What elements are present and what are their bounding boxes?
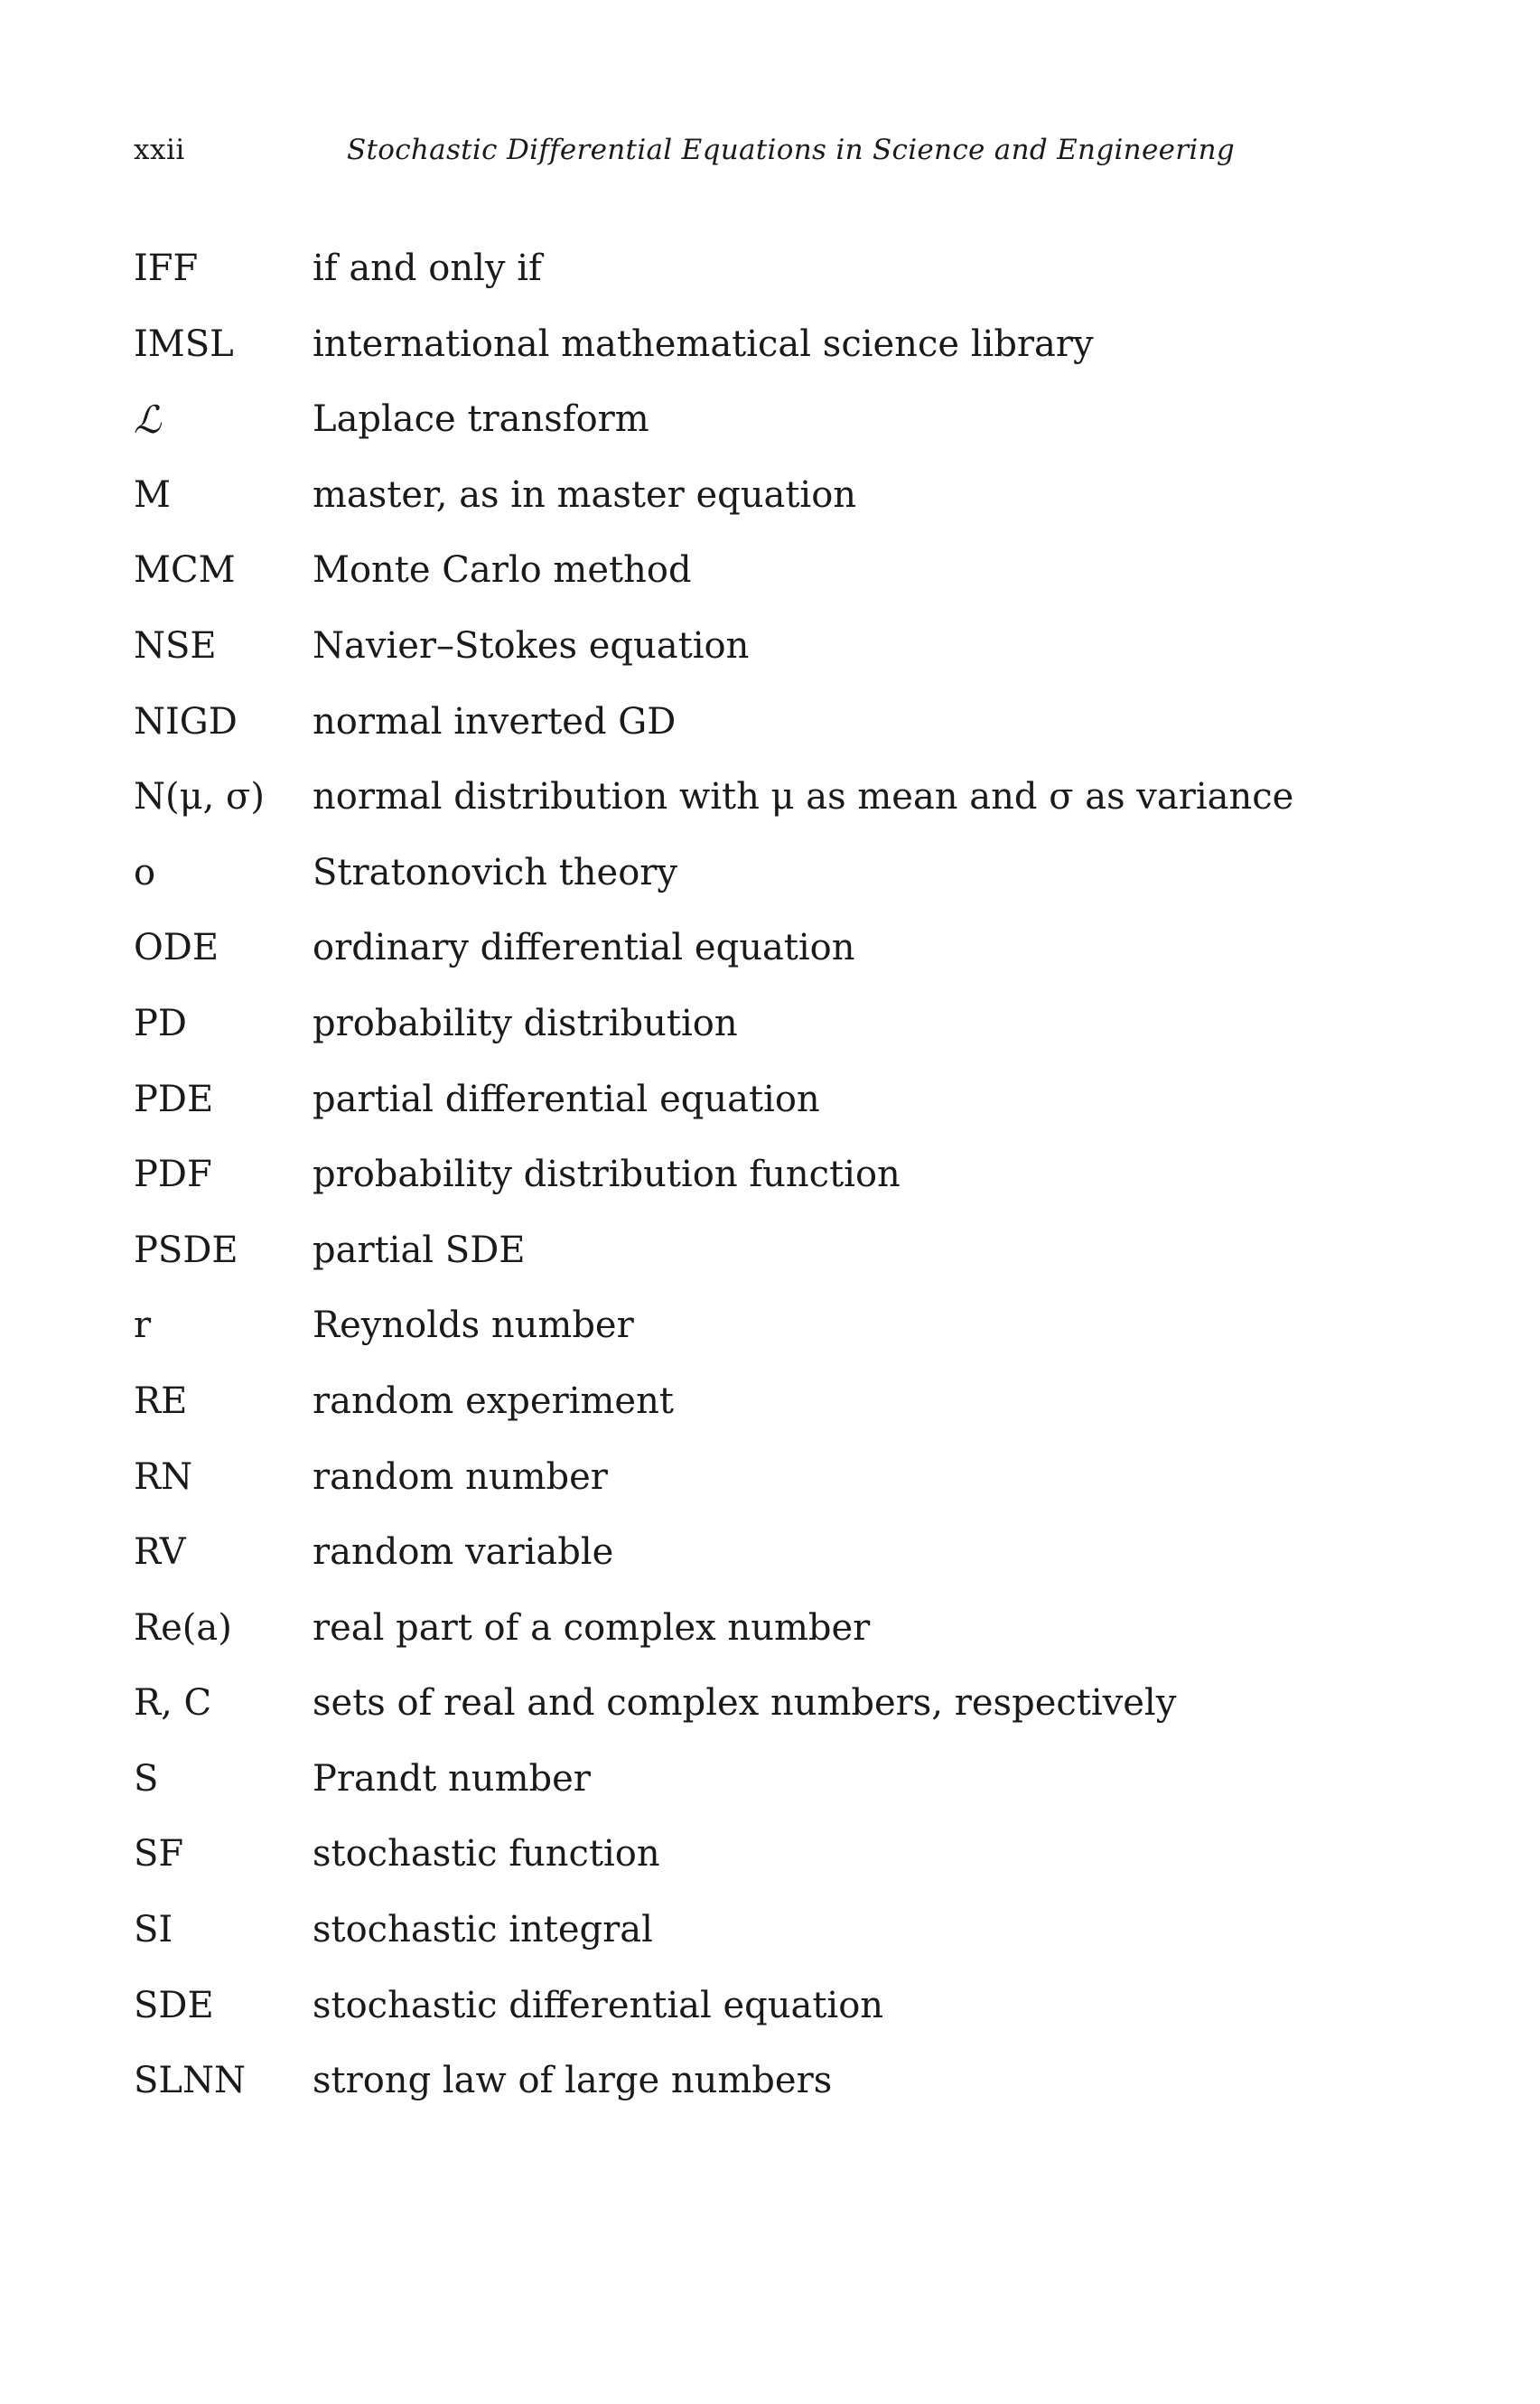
list-item bbox=[134, 987, 1416, 1062]
abbreviation-term: NIGD bbox=[134, 700, 238, 743]
list-item bbox=[134, 2044, 1416, 2119]
abbreviation-term: IMSL bbox=[134, 323, 234, 365]
abbreviation-definition: if and only if bbox=[313, 248, 542, 289]
abbreviation-term: PDE bbox=[134, 1078, 214, 1120]
list-item bbox=[134, 1213, 1416, 1289]
abbreviation-definition: random variable bbox=[313, 1531, 614, 1574]
abbreviation-definition: Monte Carlo method bbox=[313, 549, 692, 592]
abbreviation-definition: Reynolds number bbox=[313, 1305, 634, 1347]
list-item bbox=[134, 1062, 1416, 1138]
list-item bbox=[134, 231, 1416, 307]
abbreviation-definition: Stratonovich theory bbox=[313, 851, 678, 893]
abbreviation-term: r bbox=[134, 1305, 152, 1347]
list-item bbox=[134, 1137, 1416, 1213]
abbreviation-definition: normal inverted GD bbox=[313, 700, 677, 743]
abbreviation-term: MCM bbox=[134, 549, 236, 592]
list-item bbox=[134, 911, 1416, 987]
list-item bbox=[134, 836, 1416, 912]
abbreviation-term: S bbox=[134, 1757, 159, 1800]
abbreviation-term: M bbox=[134, 473, 171, 516]
abbreviation-term: IFF bbox=[134, 248, 199, 289]
list-item bbox=[134, 1440, 1416, 1516]
abbreviation-definition: stochastic integral bbox=[313, 1909, 653, 1951]
abbreviation-term: N(μ, σ) bbox=[134, 776, 265, 818]
abbreviation-definition: probability distribution function bbox=[313, 1154, 901, 1196]
list-item bbox=[134, 685, 1416, 761]
abbreviation-definition: strong law of large numbers bbox=[313, 2060, 833, 2102]
running-title: Stochastic Differential Equations in Science and Engineering bbox=[347, 134, 1235, 166]
abbreviation-term: PDF bbox=[134, 1154, 212, 1196]
page-header bbox=[0, 0, 1540, 217]
abbreviation-definition: probability distribution bbox=[313, 1002, 738, 1044]
abbreviation-term: ℒ bbox=[134, 398, 162, 443]
abbreviation-definition: random experiment bbox=[313, 1380, 674, 1422]
abbreviation-definition: partial SDE bbox=[313, 1229, 526, 1271]
abbreviation-term: ODE bbox=[134, 927, 219, 969]
list-item bbox=[134, 533, 1416, 609]
abbreviation-term: RN bbox=[134, 1455, 193, 1498]
abbreviation-term: RE bbox=[134, 1380, 188, 1422]
abbreviation-definition: stochastic function bbox=[313, 1833, 660, 1875]
list-item bbox=[134, 609, 1416, 685]
abbreviation-definition: master, as in master equation bbox=[313, 473, 857, 516]
list-item bbox=[134, 1515, 1416, 1591]
abbreviation-definition: Navier–Stokes equation bbox=[313, 624, 750, 667]
abbreviation-definition: Laplace transform bbox=[313, 398, 649, 441]
list-item bbox=[134, 307, 1416, 383]
list-item bbox=[134, 1817, 1416, 1893]
list-item bbox=[134, 1288, 1416, 1364]
abbreviation-term: NSE bbox=[134, 624, 217, 667]
abbreviation-definition: international mathematical science library bbox=[313, 323, 1094, 365]
list-item bbox=[134, 382, 1416, 458]
abbreviation-term: SDE bbox=[134, 1984, 214, 2026]
abbreviation-term: SF bbox=[134, 1833, 184, 1875]
list-item bbox=[134, 1893, 1416, 1969]
abbreviation-definition: Prandt number bbox=[313, 1757, 591, 1800]
abbreviation-term: PD bbox=[134, 1002, 187, 1044]
list-item bbox=[134, 458, 1416, 534]
list-item bbox=[134, 1591, 1416, 1667]
abbreviation-definition: ordinary differential equation bbox=[313, 927, 855, 969]
list-item bbox=[134, 1742, 1416, 1818]
abbreviation-list bbox=[134, 231, 1416, 2119]
abbreviation-definition: partial differential equation bbox=[313, 1078, 820, 1120]
abbreviation-definition: normal distribution with μ as mean and σ as variance bbox=[313, 776, 1294, 818]
abbreviation-term: R, C bbox=[134, 1682, 212, 1725]
abbreviation-term: o bbox=[134, 851, 156, 893]
abbreviation-term: PSDE bbox=[134, 1229, 238, 1271]
abbreviation-definition: sets of real and complex numbers, respectively bbox=[313, 1682, 1177, 1725]
abbreviation-term: SLNN bbox=[134, 2060, 246, 2102]
abbreviation-term: SI bbox=[134, 1909, 173, 1951]
list-item bbox=[134, 1969, 1416, 2044]
abbreviation-definition: random number bbox=[313, 1455, 608, 1498]
abbreviation-term: RV bbox=[134, 1531, 186, 1574]
abbreviation-definition: real part of a complex number bbox=[313, 1606, 871, 1649]
list-item bbox=[134, 1666, 1416, 1742]
abbreviation-term: Re(a) bbox=[134, 1606, 232, 1649]
list-item bbox=[134, 760, 1416, 836]
abbreviation-definition: stochastic differential equation bbox=[313, 1984, 884, 2026]
page-number: xxii bbox=[134, 134, 185, 166]
list-item bbox=[134, 1364, 1416, 1440]
